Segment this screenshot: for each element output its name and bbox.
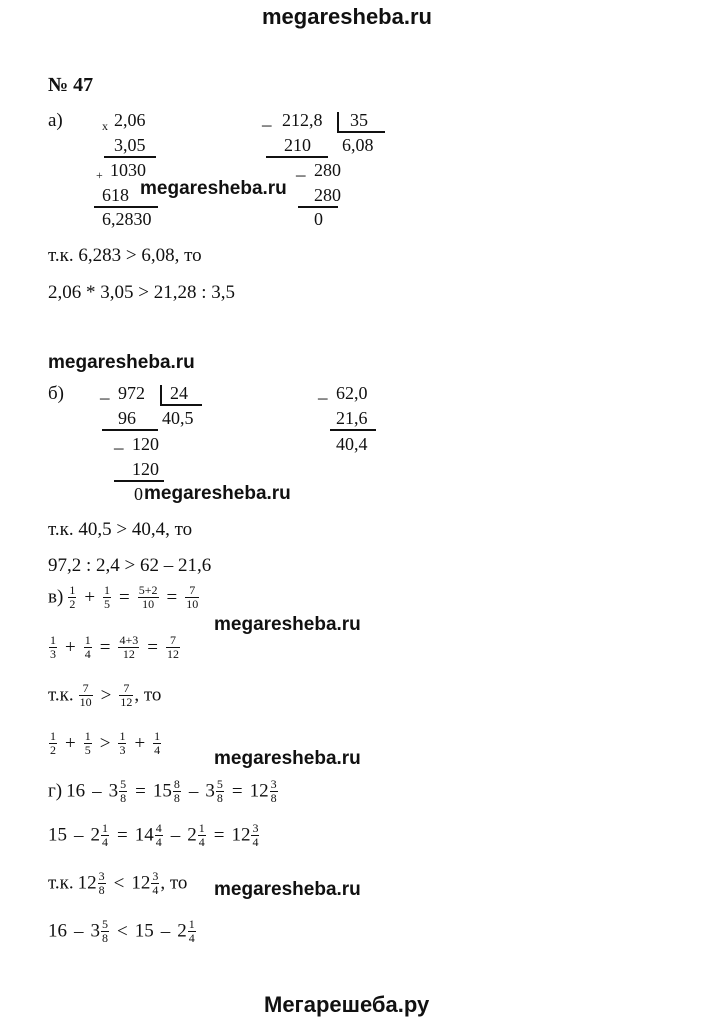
div-b-quotient: 40,5 xyxy=(162,408,194,428)
mult-factor-2: 3,05 xyxy=(114,135,146,155)
mult-line-1 xyxy=(104,156,156,158)
part-g-line-2: 15 – 2 $\frac{1}{4}$ = 14 $\frac{4}{4}$ – 2 $\frac{1}{4}$ = 12 $\frac{3}{4}$ xyxy=(48,821,259,849)
sub-line xyxy=(330,429,376,431)
div-b-remainder-1: 120 xyxy=(132,434,159,454)
part-v-line-2: $\frac{1}{3}$ + $\frac{1}{4}$ = $\frac{4+3}{12}$ = $\frac{7}{12}$ xyxy=(50,633,179,661)
part-v-line-3: т.к. $\frac{7}{10}$ > $\frac{7}{12}$ , то xyxy=(48,681,162,709)
part-b-conclusion-1: т.к. 40,5 > 40,4, то xyxy=(48,519,193,540)
part-v-line-1: в) $\frac{1}{2}$ + $\frac{1}{5}$ = $\frac{5+2}{10}$ = $\frac{7}{10}$ xyxy=(48,583,199,611)
mult-result: 6,2830 xyxy=(102,209,152,229)
div-b-dividend: 972 xyxy=(118,383,145,403)
mult-line-2 xyxy=(94,206,158,208)
div-b-divisor-line xyxy=(160,404,202,406)
mult-sign: x xyxy=(102,119,108,133)
sub-difference: 40,4 xyxy=(336,434,368,454)
div-b-bar xyxy=(160,385,162,405)
site-footer: Мегарешеба.ру xyxy=(264,992,430,1017)
div-a-sub-2: 280 xyxy=(314,185,341,205)
div-a-quotient: 6,08 xyxy=(342,135,374,155)
div-b-line-1 xyxy=(102,429,158,431)
task-title: № 47 xyxy=(48,74,94,96)
sub-minuend: 62,0 xyxy=(336,383,368,403)
part-g-line-1: г) 16 – 3 $\frac{5}{8}$ = 15 $\frac{8}{8}$ – 3 $\frac{5}{8}$ = 12 $\frac{3}{8}$ xyxy=(48,777,277,805)
watermark: megaresheba.ru xyxy=(144,483,291,504)
div-a-minus: _ xyxy=(262,108,272,129)
div-b-minus: _ xyxy=(100,381,110,402)
part-a-conclusion-1: т.к. 6,283 > 6,08, то xyxy=(48,245,202,266)
div-a-line-2 xyxy=(298,206,338,208)
div-a-remainder-1: 280 xyxy=(314,160,341,180)
part-a-conclusion-2: 2,06 * 3,05 > 21,28 : 3,5 xyxy=(48,282,235,303)
part-v-label: в) xyxy=(48,586,64,608)
div-a-dividend: 212,8 xyxy=(282,110,323,130)
part-g-line-3: т.к. 12 $\frac{3}{8}$ < 12 $\frac{3}{4}$ , то xyxy=(48,869,188,897)
part-a-label: а) xyxy=(48,110,63,131)
div-b-minus-2: _ xyxy=(114,431,124,452)
mult-partial-2: 618 xyxy=(102,185,129,205)
part-b-label: б) xyxy=(48,383,64,404)
sub-minus: _ xyxy=(318,381,328,402)
watermark: megaresheba.ru xyxy=(140,178,287,199)
div-b-divisor: 24 xyxy=(170,383,188,403)
mult-plus-sign: + xyxy=(96,168,103,182)
part-g-label: г) xyxy=(48,780,63,802)
div-b-sub-2: 120 xyxy=(132,459,159,479)
div-b-remainder: 0 xyxy=(134,484,143,504)
part-b-conclusion-2: 97,2 : 2,4 > 62 – 21,6 xyxy=(48,555,212,576)
watermark: megaresheba.ru xyxy=(214,748,361,769)
watermark: megaresheba.ru xyxy=(214,879,361,900)
div-a-remainder: 0 xyxy=(314,209,323,229)
mult-factor-1: 2,06 xyxy=(114,110,146,130)
div-b-sub-1: 96 xyxy=(118,408,136,428)
part-g-line-4: 16 – 3 $\frac{5}{8}$ < 15 – 2 $\frac{1}{4}$ xyxy=(48,917,195,945)
div-a-divisor-line xyxy=(337,131,385,133)
sub-subtrahend: 21,6 xyxy=(336,408,368,428)
div-a-divisor: 35 xyxy=(350,110,368,130)
mult-partial-1: 1030 xyxy=(110,160,146,180)
watermark: megaresheba.ru xyxy=(48,352,195,373)
part-v-line-4: $\frac{1}{2}$ + $\frac{1}{5}$ > $\frac{1}{3}$ + $\frac{1}{4}$ xyxy=(50,729,161,757)
div-b-line-2 xyxy=(114,480,164,482)
site-header: megaresheba.ru xyxy=(262,4,432,29)
div-a-sub-1: 210 xyxy=(284,135,311,155)
watermark: megaresheba.ru xyxy=(214,614,361,635)
div-a-bar xyxy=(337,112,339,132)
div-a-minus-2: _ xyxy=(296,158,306,179)
